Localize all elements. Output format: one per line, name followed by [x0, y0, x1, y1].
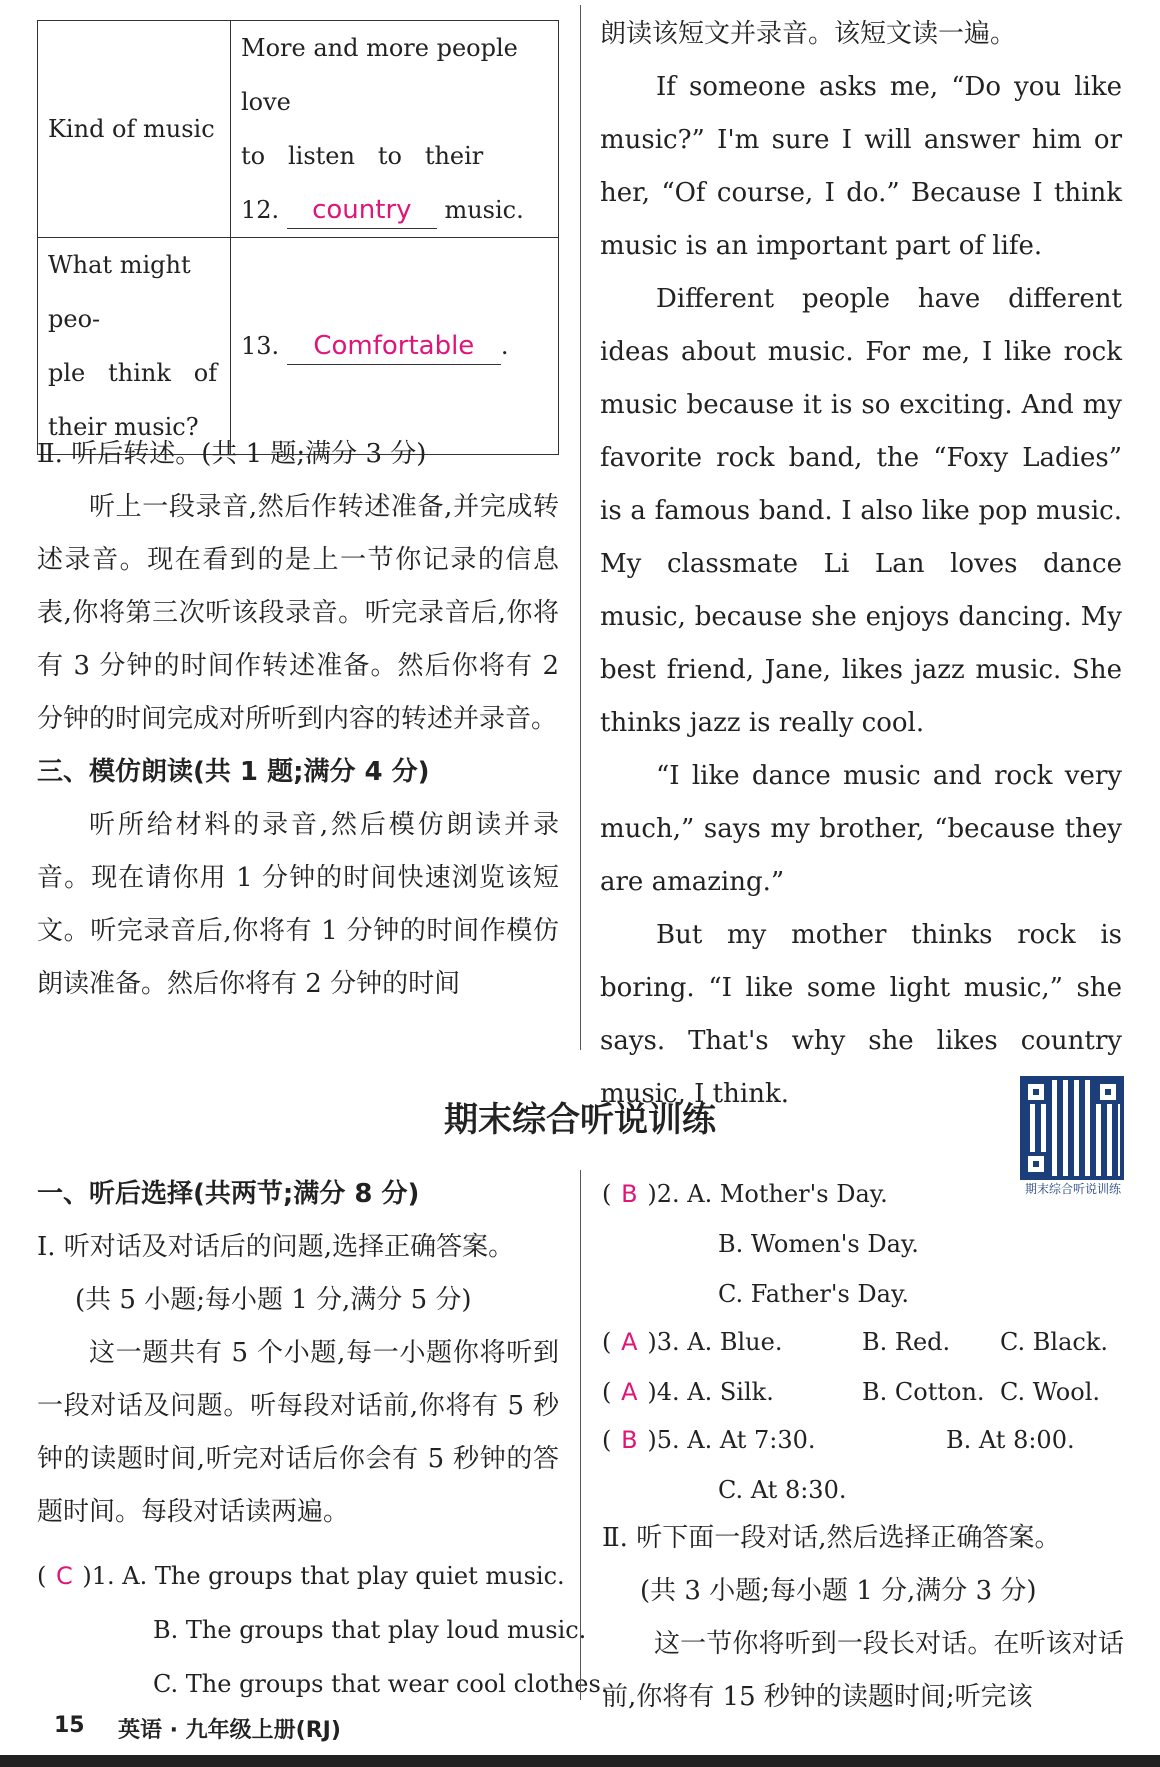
- part-one-subtitle: Ⅰ. 听对话及对话后的问题,选择正确答案。: [37, 1232, 515, 1262]
- bottom-bar: [0, 1755, 1160, 1767]
- table-row-label: What might peo- ple think of their music?: [38, 238, 231, 455]
- part-one-title: 一、听后选择(共两节;满分 8 分): [37, 1179, 420, 1209]
- reading-instruction: 朗读该短文并录音。该短文读一遍。: [600, 19, 1017, 49]
- option-c: C. At 8:30.: [718, 1476, 847, 1504]
- book-title: 英语 · 九年级上册(RJ): [118, 1718, 341, 1743]
- passage-paragraph: But my mother thinks rock is boring. “I like some light music,” she says. That's why she likes country music, I think.: [600, 920, 1122, 1109]
- part-two-score: (共 3 小题;每小题 1 分,满分 3 分): [640, 1576, 1037, 1606]
- part-one-body: 这一题共有 5 个小题,每一小题你将听到一段对话及问题。听每段对话前,你将有 5 秒钟的读题时间,听完对话后你会有 5 秒钟的答题时间。每段对话读两遍。: [37, 1338, 559, 1527]
- section-title: 期末综合听说训练: [444, 1100, 716, 1140]
- answer-blank-12: country: [287, 192, 437, 229]
- passage-paragraph: “I like dance music and rock very much,” says my brother, “because they are amazing.”: [600, 761, 1122, 897]
- section-ii-title: Ⅱ. 听后转述。(共 1 题;满分 3 分): [37, 439, 427, 469]
- option-b: B. Women's Day.: [718, 1230, 919, 1258]
- question-5: ( B )5. A. At 7:30.: [602, 1426, 816, 1454]
- question-3: ( A )3. A. Blue.: [602, 1328, 783, 1356]
- option-c: C. Black.: [1000, 1328, 1108, 1356]
- answer-blank-13: Comfortable: [287, 328, 501, 365]
- part-two-title: Ⅱ. 听下面一段对话,然后选择正确答案。: [602, 1523, 1061, 1553]
- column-divider: [580, 5, 581, 1050]
- option-b: B. The groups that play loud music.: [153, 1616, 587, 1644]
- qr-code-icon: [1020, 1076, 1124, 1180]
- page-number: 15: [54, 1713, 85, 1738]
- option-b: B. At 8:00.: [946, 1426, 1075, 1454]
- part-two-body: 这一节你将听到一段长对话。在听该对话前,你将有 15 秒钟的读题时间;听完该: [602, 1629, 1124, 1712]
- question-1: ( C )1. A. The groups that play quiet music.: [37, 1562, 565, 1590]
- option-b: B. Red.: [862, 1328, 951, 1356]
- question-2: ( B )2. A. Mother's Day.: [602, 1180, 888, 1208]
- table-row-content: 13. Comfortable .: [231, 238, 559, 455]
- info-table: [37, 20, 559, 455]
- table-row-content: More and more people love to listen to their 12. country music.: [231, 21, 559, 238]
- passage-paragraph: If someone asks me, “Do you like music?” I'm sure I will answer him or her, “Of course, I do.” Because I think music is an important part of life.: [600, 72, 1122, 261]
- table-row-label: Kind of music: [38, 21, 231, 238]
- part-two: [602, 1512, 1124, 1724]
- left-bottom-column: [37, 1168, 559, 1539]
- option-c: C. The groups that wear cool clothes.: [153, 1670, 609, 1698]
- option-c: C. Wool.: [1000, 1378, 1101, 1406]
- answer-mark: C: [55, 1562, 73, 1590]
- question-4: ( A )4. A. Silk.: [602, 1378, 774, 1406]
- column-divider: [580, 1170, 581, 1700]
- option-c: C. Father's Day.: [718, 1280, 909, 1308]
- qr-label: 期末综合听说训练: [1024, 1182, 1121, 1196]
- option-b: B. Cotton.: [862, 1378, 985, 1406]
- left-top-column: [37, 428, 559, 1011]
- right-top-column: [600, 8, 1122, 1121]
- section-iii-title: 三、模仿朗读(共 1 题;满分 4 分): [37, 757, 430, 787]
- section-ii-body: 听上一段录音,然后作转述准备,并完成转述录音。现在看到的是上一节你记录的信息表,你将第三次听该段录音。听完录音后,你将有 3 分钟的时间作转述准备。然后你将有 2 分钟的时间完成对所听到内容的转述并录音。: [37, 492, 559, 734]
- section-iii-body: 听所给材料的录音,然后模仿朗读并录音。现在请你用 1 分钟的时间快速浏览该短文。听完录音后,你将有 1 分钟的时间作模仿朗读准备。然后你将有 2 分钟的时间: [37, 810, 559, 999]
- part-one-score: (共 5 小题;每小题 1 分,满分 5 分): [75, 1285, 472, 1315]
- passage-paragraph: Different people have different ideas about music. For me, I like rock music because it is so exciting. And my favorite rock band, the “Foxy Ladies” is a famous band. I also like pop music. My classmate Li Lan loves dance music, because she enjoys dancing. My best friend, Jane, likes jazz music. She thinks jazz is really cool.: [600, 284, 1122, 738]
